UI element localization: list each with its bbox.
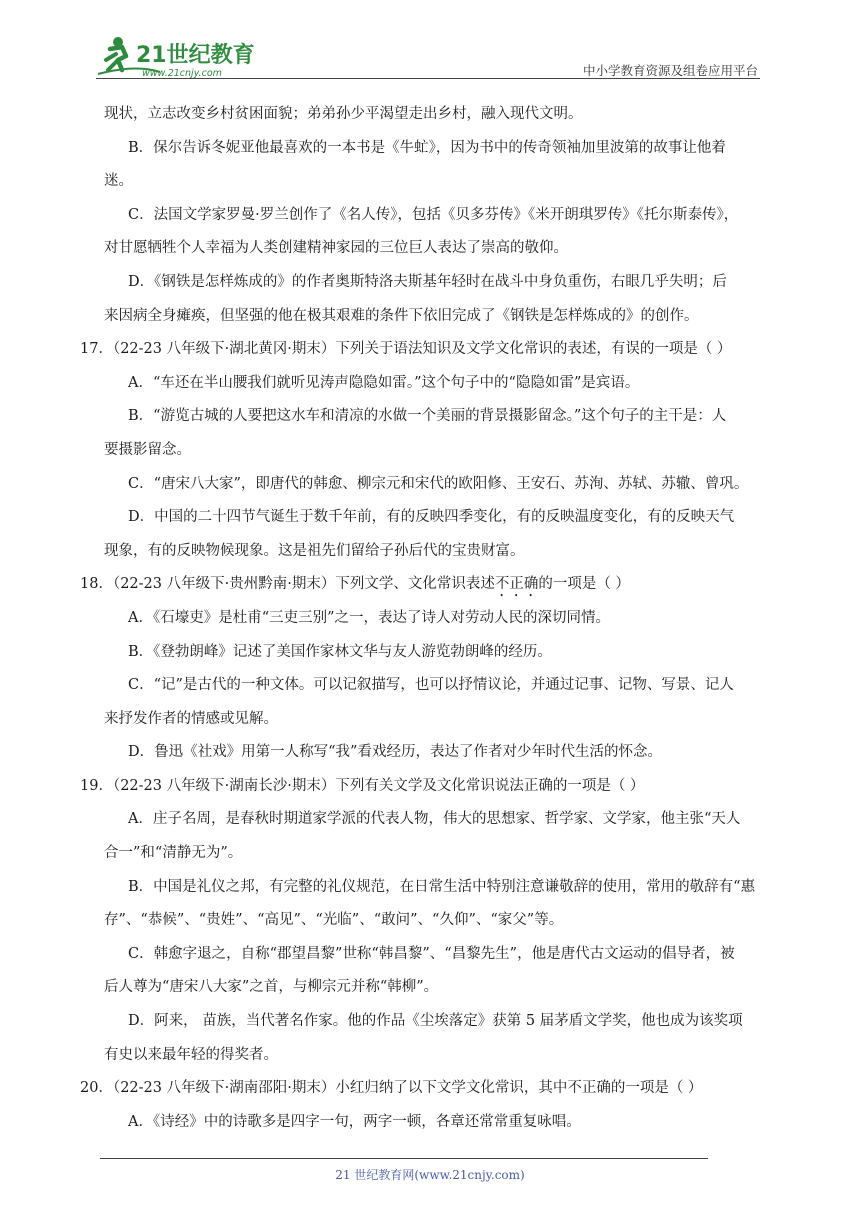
text-line: 现象，有的反映物候现象。这是祖先们留给子孙后代的宝贵财富。 — [104, 542, 525, 559]
emphasis-mark: 不正确 — [494, 576, 539, 593]
text-line: 存”、“恭候”、“贵姓”、“高见”、“光临”、“敢问”、“久仰”、“家父”等。 — [104, 912, 564, 929]
page-footer: 21 世纪教育网(www.21cnjy.com) — [335, 1168, 525, 1182]
text-line: 合一”和“清静无为”。 — [104, 845, 243, 862]
site-logo — [96, 34, 266, 78]
question-18-tail: 的一项是（ ） — [538, 576, 630, 593]
question-18 — [80, 568, 764, 602]
option-b-line: B．《登勃朗峰》记述了美国作家林文华与友人游览勃朗峰的经历。 — [128, 643, 552, 660]
option-c-line: C．“唐宋八大家”，即唐代的韩愈、柳宗元和宋代的欧阳修、王安石、苏洵、苏轼、苏辙、曾巩。 — [128, 475, 749, 492]
text-line: 现状，立志改变乡村贫困面貌；弟弟孙少平渴望走出乡村，融入现代文明。 — [104, 106, 583, 122]
option-b-line: B．“游览古城的人要把这水车和清凉的水做一个美丽的背景摄影留念。”这个句子的主干是：人 — [128, 408, 727, 425]
text-line: 要摄影留念。 — [104, 441, 191, 458]
option-a-line: A．“车还在半山腰我们就听见涛声隐隐如雷。”这个句子中的“隐隐如雷”是宾语。 — [128, 374, 640, 391]
option-d-line: D．阿来， 苗族，当代著名作家。他的作品《尘埃落定》获第 5 届茅盾文学奖，他也成为该奖项 — [128, 1013, 743, 1030]
option-b-line: B．保尔告诉冬妮亚他最喜欢的一本书是《牛虻》，因为书中的传奇领袖加里波第的故事让他着 — [128, 139, 726, 156]
text-line: 后人尊为“唐宋八大家”之首，与柳宗元并称“韩柳”。 — [104, 979, 439, 996]
option-a-line: A．庄子名周，是春秋时期道家学派的代表人物，伟大的思想家、哲学家、文学家，他主张“天人 — [128, 811, 741, 828]
option-c-line: C．韩愈字退之，自称“郡望昌黎”世称“韩昌黎”、“昌黎先生”，他是唐代古文运动的倡导者，被 — [128, 945, 735, 962]
question-17: 17．（22-23 八年级下·湖北黄冈·期末）下列关于语法知识及文学文化常识的表述，有误的一项是（ ） — [80, 341, 732, 358]
page-header — [96, 34, 760, 80]
footer-divider — [100, 1158, 708, 1159]
platform-name: 中小学教育资源及组卷应用平台 — [582, 63, 758, 78]
question-19: 19．（22-23 八年级下·湖南长沙·期末）下列有关文学及文化常识说法正确的一项是（ ） — [80, 777, 645, 794]
document-body — [80, 98, 764, 1139]
question-18-stem: 18．（22-23 八年级下·贵州黔南·期末）下列文学、文化常识表述 — [80, 576, 495, 593]
text-line: 来因病全身瘫痪，但坚强的他在极其艰难的条件下依旧完成了《钢铁是怎样炼成的》的创作。 — [104, 307, 699, 324]
text-line: 来抒发作者的情感或见解。 — [104, 710, 278, 727]
question-20: 20．（22-23 八年级下·湖南邵阳·期末）小红归纳了以下文学文化常识，其中不正确的一项是（ ） — [80, 1080, 703, 1097]
option-a-line: A．《诗经》中的诗歌多是四字一句，两字一顿，各章还常常重复咏唱。 — [128, 1113, 581, 1130]
option-d-line: D．中国的二十四节气诞生于数千年前，有的反映四季变化，有的反映温度变化，有的反映天气 — [128, 509, 735, 526]
text-line: 对甘愿牺牲个人幸福为人类创建精神家园的三位巨人表达了崇高的敬仰。 — [104, 240, 568, 257]
option-c-line: C．“记”是古代的一种文体。可以记叙描写，也可以抒情议论，并通过记事、记物、写景、记人 — [128, 677, 734, 694]
option-b-line: B．中国是礼仪之邦，有完整的礼仪规范，在日常生活中特别注意谦敬辞的使用，常用的敬辞有“惠 — [128, 878, 756, 895]
text-line: 迷。 — [104, 173, 133, 190]
option-d-line: D．《钢铁是怎样炼成的》的作者奥斯特洛夫斯基年轻时在战斗中身负重伤，右眼几乎失明；后 — [128, 273, 727, 290]
option-a-line: A．《石壕吏》是杜甫“三吏三别”之一，表达了诗人对劳动人民的深切同情。 — [128, 609, 611, 626]
logo-text: 21世纪教育 — [136, 43, 255, 68]
text-line: 有史以来最年轻的得奖者。 — [104, 1046, 278, 1063]
option-d-line: D．鲁迅《社戏》用第一人称写“我”看戏经历，表达了作者对少年时代生活的怀念。 — [128, 744, 662, 761]
header-divider — [96, 78, 760, 79]
logo-url: www.21cnjy.com — [142, 68, 222, 78]
option-c-line: C．法国文学家罗曼·罗兰创作了《名人传》，包括《贝多芬传》《米开朗琪罗传》《托尔斯泰传》， — [128, 206, 739, 223]
